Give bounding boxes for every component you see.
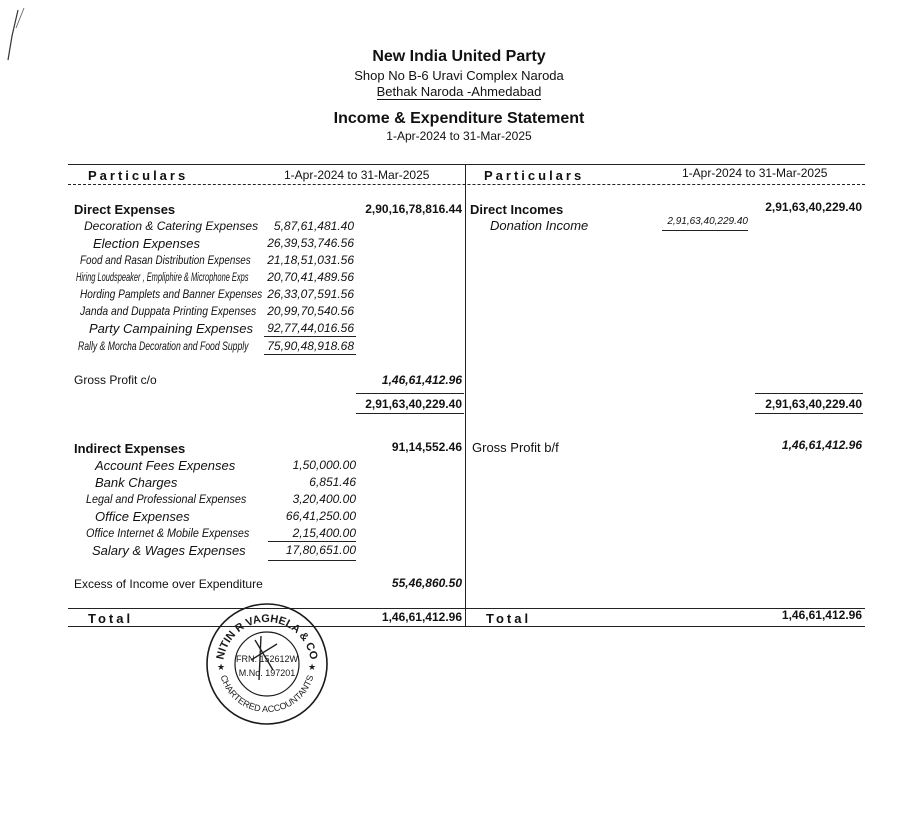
direct-expense-label: Janda and Duppata Printing Expenses bbox=[80, 304, 257, 318]
stamp-frn: FRN: 152612W bbox=[235, 654, 299, 664]
auditor-stamp bbox=[203, 600, 331, 728]
col-header-particulars-right: Particulars bbox=[484, 168, 585, 183]
direct-expense-amount: 20,99,70,540.56 bbox=[267, 304, 354, 318]
indirect-expense-label: Salary & Wages Expenses bbox=[92, 543, 246, 558]
indirect-expense-amount: 1,50,000.00 bbox=[292, 458, 356, 472]
direct-expense-amount: 21,18,51,031.56 bbox=[267, 253, 354, 267]
address-line-1: Shop No B-6 Uravi Complex Naroda bbox=[354, 68, 564, 83]
stamp-star-right: ★ bbox=[308, 662, 317, 672]
direct-expense-amount: 75,90,48,918.68 bbox=[267, 339, 354, 353]
statement-period: 1-Apr-2024 to 31-Mar-2025 bbox=[386, 129, 532, 143]
indirect-expense-label: Account Fees Expenses bbox=[95, 458, 236, 473]
stamp-designation-text: CHARTERED ACCOUNTANTS bbox=[218, 673, 316, 715]
address-line-2 bbox=[0, 84, 900, 99]
subtotal-left-top-rule bbox=[356, 393, 464, 394]
excess-amount: 55,46,860.50 bbox=[391, 576, 462, 590]
indirect-expenses-underline-top bbox=[268, 541, 356, 542]
direct-expense-amount: 5,87,61,481.40 bbox=[273, 219, 354, 233]
gross-profit-co-amount: 1,46,61,412.96 bbox=[381, 373, 462, 387]
direct-expense-label: Election Expenses bbox=[93, 236, 200, 251]
gross-profit-co-label: Gross Profit c/o bbox=[74, 373, 157, 387]
indirect-expense-amount: 17,80,651.00 bbox=[285, 543, 356, 557]
stamp-inner-ring bbox=[235, 632, 299, 696]
subtotal-right: 2,91,63,40,229.40 bbox=[765, 397, 862, 411]
pen-mark bbox=[4, 6, 34, 66]
company-name: New India United Party bbox=[372, 48, 546, 65]
stamp-firm-text: NITIN R VAGHELA & CO bbox=[214, 612, 320, 661]
subtotal-right-top-rule bbox=[755, 393, 863, 394]
direct-income-amount: 2,91,63,40,229.40 bbox=[667, 216, 748, 227]
header-bottom-rule bbox=[68, 184, 865, 185]
gross-profit-bf-label: Gross Profit b/f bbox=[472, 440, 559, 455]
indirect-expense-label: Bank Charges bbox=[95, 475, 178, 490]
direct-expense-amount: 26,39,53,746.56 bbox=[267, 236, 354, 250]
subtotal-right-bottom-rule bbox=[755, 413, 863, 414]
indirect-expense-amount: 66,41,250.00 bbox=[285, 509, 356, 523]
direct-expenses-underline-top bbox=[264, 336, 356, 337]
direct-expense-amount: 20,70,41,489.56 bbox=[267, 270, 354, 284]
direct-expenses-heading: Direct Expenses bbox=[74, 202, 176, 217]
indirect-expenses-underline-bottom bbox=[268, 560, 356, 561]
stamp-mno: M.No. 197201 bbox=[238, 668, 296, 678]
direct-expense-label: Food and Rasan Distribution Expenses bbox=[80, 253, 251, 267]
direct-expense-amount: 26,33,07,591.56 bbox=[267, 287, 354, 301]
col-header-period-right: 1-Apr-2024 to 31-Mar-2025 bbox=[682, 166, 828, 180]
direct-income-label: Donation Income bbox=[490, 218, 589, 233]
subtotal-left: 2,91,63,40,229.40 bbox=[365, 397, 462, 411]
total-amount-right: 1,46,61,412.96 bbox=[781, 608, 862, 622]
stamp-star-left: ★ bbox=[217, 662, 226, 672]
indirect-expense-amount: 2,15,400.00 bbox=[292, 526, 356, 540]
direct-expense-amount: 92,77,44,016.56 bbox=[267, 321, 354, 335]
direct-expense-label: Party Campaining Expenses bbox=[89, 321, 254, 336]
col-header-particulars-left: Particulars bbox=[88, 168, 189, 183]
address-line-2-text: Bethak Naroda -Ahmedabad bbox=[376, 84, 542, 99]
direct-incomes-total: 2,91,63,40,229.40 bbox=[765, 200, 862, 214]
statement-title: Income & Expenditure Statement bbox=[333, 110, 585, 127]
direct-expense-label: Decoration & Catering Expenses bbox=[84, 219, 259, 233]
direct-expenses-underline-bottom bbox=[264, 354, 356, 355]
direct-expense-label: Hording Pamplets and Banner Expenses bbox=[80, 287, 263, 301]
direct-expense-label: Rally & Morcha Decoration and Food Supply bbox=[78, 339, 249, 353]
totals-bottom-rule bbox=[68, 626, 865, 627]
indirect-expense-amount: 6,851.46 bbox=[309, 475, 356, 489]
col-header-period-left: 1-Apr-2024 to 31-Mar-2025 bbox=[284, 168, 430, 182]
excess-label: Excess of Income over Expenditure bbox=[74, 577, 263, 591]
indirect-expenses-heading: Indirect Expenses bbox=[74, 441, 186, 456]
direct-expenses-total: 2,90,16,78,816.44 bbox=[365, 202, 462, 216]
indirect-expense-amount: 3,20,400.00 bbox=[292, 492, 356, 506]
direct-income-underline bbox=[662, 230, 748, 231]
total-label-right: Total bbox=[486, 611, 532, 626]
indirect-expenses-total: 91,14,552.46 bbox=[391, 440, 462, 454]
direct-incomes-heading: Direct Incomes bbox=[470, 202, 564, 217]
gross-profit-bf-amount: 1,46,61,412.96 bbox=[781, 438, 862, 452]
center-divider bbox=[465, 164, 466, 626]
subtotal-left-bottom-rule bbox=[356, 413, 464, 414]
indirect-expense-label: Office Internet & Mobile Expenses bbox=[86, 526, 250, 540]
total-amount-left: 1,46,61,412.96 bbox=[381, 610, 462, 624]
direct-expense-label: Hiring Loudspeaker , Empliphire & Microphone Exps bbox=[76, 270, 249, 284]
indirect-expense-label: Office Expenses bbox=[95, 509, 190, 524]
table-top-rule bbox=[68, 164, 865, 165]
total-label-left: Total bbox=[88, 611, 134, 626]
indirect-expense-label: Legal and Professional Expenses bbox=[86, 492, 247, 506]
